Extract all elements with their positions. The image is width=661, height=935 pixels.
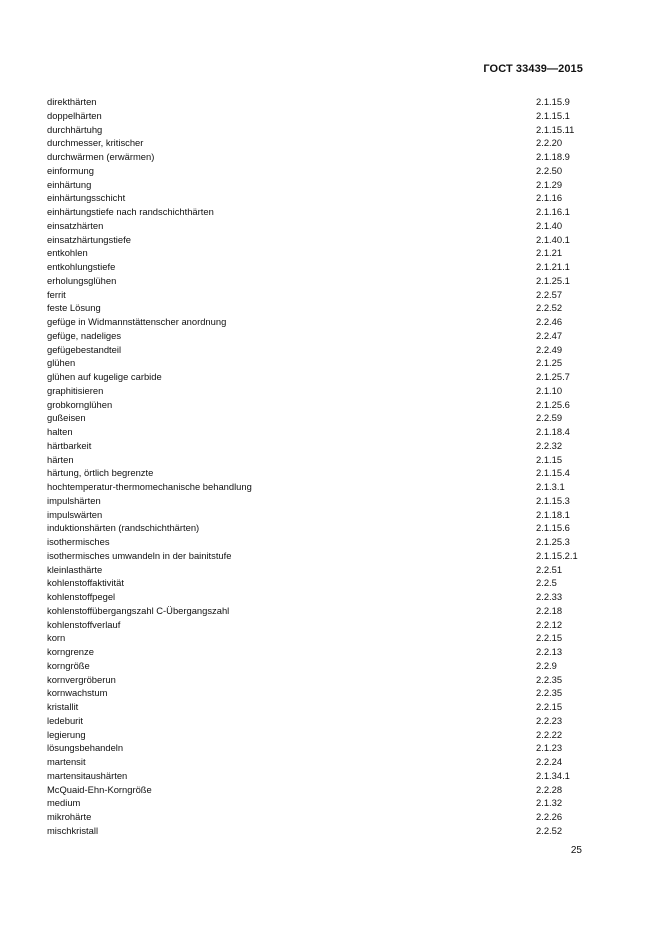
index-entry-row xyxy=(47,576,595,590)
index-term: McQuaid-Ehn-Korngröße xyxy=(47,783,152,795)
index-term: einsatzhärten xyxy=(47,219,104,231)
index-entry-row xyxy=(47,411,595,425)
index-reference: 2.2.35 xyxy=(536,687,563,699)
index-reference: 2.2.52 xyxy=(536,824,563,836)
index-reference: 2.1.21.1 xyxy=(536,261,570,272)
index-term: erholungsglühen xyxy=(47,274,117,286)
index-reference: 2.1.15 xyxy=(536,453,563,465)
index-term: kristallit xyxy=(47,701,79,712)
index-term: kornvergröberun xyxy=(47,673,116,685)
index-entry-row xyxy=(47,315,595,329)
index-term: induktionshärten (randschichthärten) xyxy=(47,522,200,534)
index-entry-row xyxy=(47,741,595,755)
index-term: halten xyxy=(47,426,73,437)
index-entry-row xyxy=(47,191,595,205)
index-term: härtbarkeit xyxy=(47,439,92,451)
index-term: direkthärten xyxy=(47,96,97,107)
index-reference: 2.2.13 xyxy=(536,646,563,657)
index-term: korngrenze xyxy=(47,646,94,657)
index-term: durchhärtuhg xyxy=(47,123,103,135)
index-term: einhärtung xyxy=(47,178,92,190)
index-term: glühen xyxy=(47,357,76,369)
index-reference: 2.2.20 xyxy=(536,137,563,149)
index-term: gefüge in Widmannstättenscher anordnung xyxy=(47,316,227,327)
index-entry-row xyxy=(47,521,595,535)
index-term: ledeburit xyxy=(47,714,83,726)
index-entry-row xyxy=(47,164,595,178)
index-entry-row xyxy=(47,95,595,109)
index-entry-row xyxy=(47,480,595,494)
index-entry-row xyxy=(47,796,595,810)
index-reference: 2.2.12 xyxy=(536,618,563,630)
index-term: grobkornglühen xyxy=(47,398,113,410)
index-reference: 2.1.25.7 xyxy=(536,371,570,382)
index-reference: 2.1.34.1 xyxy=(536,769,570,781)
index-entry-row xyxy=(47,466,595,480)
index-term: hochtemperatur-thermomechanische behandlung xyxy=(47,481,252,492)
index-term: kohlenstoffpegel xyxy=(47,591,116,602)
index-entry-row xyxy=(47,356,595,370)
index-entry-row xyxy=(47,288,595,302)
index-term: kohlenstoffaktivität xyxy=(47,577,124,589)
index-reference: 2.1.40 xyxy=(536,219,563,231)
index-term: einhärtungstiefe nach randschichthärten xyxy=(47,206,214,217)
index-entry-row xyxy=(47,301,595,315)
index-term: entkohlen xyxy=(47,247,88,259)
page-number: 25 xyxy=(570,845,582,856)
index-term: durchwärmen (erwärmen) xyxy=(47,151,155,162)
index-entry-row xyxy=(47,329,595,343)
index-reference: 2.2.49 xyxy=(536,343,563,355)
index-entry-row xyxy=(47,618,595,632)
index-reference: 2.2.32 xyxy=(536,439,563,451)
index-term: feste Lösung xyxy=(47,302,101,314)
index-reference: 2.2.59 xyxy=(536,412,563,424)
index-reference: 2.1.10 xyxy=(536,384,563,396)
index-entry-row xyxy=(47,425,595,439)
index-reference: 2.1.18.4 xyxy=(536,426,570,437)
index-reference: 2.1.18.9 xyxy=(536,151,570,162)
index-entry-row xyxy=(47,494,595,508)
index-entry-row xyxy=(47,150,595,164)
index-entry-row xyxy=(47,260,595,274)
index-entry-row xyxy=(47,590,595,604)
index-entry-row xyxy=(47,700,595,714)
index-entry-row xyxy=(47,439,595,453)
index-reference: 2.1.21 xyxy=(536,247,563,259)
index-term: mischkristall xyxy=(47,824,99,836)
index-entry-row xyxy=(47,343,595,357)
document-code: ГОСТ 33439—2015 xyxy=(483,63,583,75)
index-reference: 2.1.25.1 xyxy=(536,274,570,286)
index-entry-row xyxy=(47,384,595,398)
index-reference: 2.1.15.1 xyxy=(536,109,570,121)
index-entry-row xyxy=(47,233,595,247)
index-entry-row xyxy=(47,824,595,838)
index-reference: 2.2.26 xyxy=(536,811,563,822)
index-term: härten xyxy=(47,453,74,465)
index-entry-row xyxy=(47,659,595,673)
index-reference: 2.2.47 xyxy=(536,329,563,341)
index-entry-row xyxy=(47,274,595,288)
index-reference: 2.2.52 xyxy=(536,302,563,314)
index-reference: 2.1.15.3 xyxy=(536,494,570,506)
index-reference: 2.1.16.1 xyxy=(536,206,570,217)
index-entry-row xyxy=(47,549,595,563)
index-term: härtung, örtlich begrenzte xyxy=(47,467,154,479)
index-reference: 2.2.50 xyxy=(536,164,563,176)
index-term: kornwachstum xyxy=(47,687,108,699)
index-reference: 2.2.22 xyxy=(536,728,563,740)
index-entry-row xyxy=(47,728,595,742)
index-entry-row xyxy=(47,783,595,797)
term-index-list xyxy=(47,95,595,838)
index-reference: 2.2.35 xyxy=(536,673,563,685)
index-reference: 2.1.25.3 xyxy=(536,536,570,547)
index-term: impulshärten xyxy=(47,494,101,506)
index-reference: 2.2.15 xyxy=(536,632,563,644)
index-reference: 2.2.51 xyxy=(536,563,563,575)
index-entry-row xyxy=(47,535,595,549)
index-entry-row xyxy=(47,109,595,123)
index-reference: 2.1.15.4 xyxy=(536,467,570,479)
index-reference: 2.2.57 xyxy=(536,288,563,300)
index-term: korngröße xyxy=(47,659,90,671)
index-entry-row xyxy=(47,673,595,687)
index-reference: 2.2.15 xyxy=(536,701,563,712)
index-term: medium xyxy=(47,797,81,809)
index-term: einsatzhärtungstiefe xyxy=(47,233,131,245)
index-reference: 2.1.25 xyxy=(536,357,563,369)
index-term: kohlenstoffübergangszahl C-Übergangszahl xyxy=(47,604,230,616)
index-reference: 2.2.28 xyxy=(536,783,563,795)
index-reference: 2.1.18.1 xyxy=(536,508,570,520)
index-term: gefüge, nadeliges xyxy=(47,329,122,341)
index-entry-row xyxy=(47,246,595,260)
index-term: graphitisieren xyxy=(47,384,104,396)
index-reference: 2.1.15.6 xyxy=(536,522,570,534)
index-entry-row xyxy=(47,136,595,150)
index-term: isothermisches umwandeln in der bainitstufe xyxy=(47,549,232,561)
index-term: korn xyxy=(47,632,66,644)
index-reference: 2.1.3.1 xyxy=(536,481,565,492)
index-term: doppelhärten xyxy=(47,109,102,121)
index-entry-row xyxy=(47,563,595,577)
index-reference: 2.1.40.1 xyxy=(536,233,570,245)
index-term: entkohlungstiefe xyxy=(47,261,116,272)
index-entry-row xyxy=(47,755,595,769)
index-term: mikrohärte xyxy=(47,811,92,822)
index-reference: 2.2.18 xyxy=(536,604,563,616)
index-reference: 2.1.23 xyxy=(536,742,563,754)
index-entry-row xyxy=(47,645,595,659)
index-term: einformung xyxy=(47,164,94,176)
index-entry-row xyxy=(47,219,595,233)
index-reference: 2.1.15.11 xyxy=(536,123,575,135)
index-term: durchmesser, kritischer xyxy=(47,137,144,149)
index-term: gefügebestandteil xyxy=(47,343,122,355)
index-entry-row xyxy=(47,178,595,192)
index-term: glühen auf kugelige carbide xyxy=(47,371,162,382)
index-reference: 2.1.15.2.1 xyxy=(536,549,578,561)
index-term: legierung xyxy=(47,728,86,740)
index-term: martensit xyxy=(47,756,86,767)
index-term: einhärtungsschicht xyxy=(47,192,126,204)
index-reference: 2.1.16 xyxy=(536,192,563,204)
index-entry-row xyxy=(47,631,595,645)
index-term: ferrit xyxy=(47,288,66,300)
index-reference: 2.1.15.9 xyxy=(536,96,570,107)
index-term: kleinlasthärte xyxy=(47,563,103,575)
index-entry-row xyxy=(47,714,595,728)
index-entry-row xyxy=(47,453,595,467)
index-reference: 2.1.29 xyxy=(536,178,563,190)
index-entry-row xyxy=(47,508,595,522)
index-entry-row xyxy=(47,123,595,137)
index-entry-row xyxy=(47,686,595,700)
index-term: martensitaushärten xyxy=(47,769,128,781)
index-reference: 2.1.25.6 xyxy=(536,398,570,410)
index-reference: 2.2.5 xyxy=(536,577,557,589)
index-entry-row xyxy=(47,370,595,384)
index-term: impulswärten xyxy=(47,508,103,520)
index-reference: 2.2.24 xyxy=(536,756,563,767)
index-term: gußeisen xyxy=(47,412,86,424)
index-entry-row xyxy=(47,604,595,618)
index-reference: 2.2.46 xyxy=(536,316,563,327)
index-reference: 2.1.32 xyxy=(536,797,563,809)
index-reference: 2.2.9 xyxy=(536,659,557,671)
index-term: lösungsbehandeln xyxy=(47,742,124,754)
index-entry-row xyxy=(47,810,595,824)
index-reference: 2.2.23 xyxy=(536,714,563,726)
index-entry-row xyxy=(47,769,595,783)
index-term: kohlenstoffverlauf xyxy=(47,618,121,630)
index-entry-row xyxy=(47,205,595,219)
index-reference: 2.2.33 xyxy=(536,591,563,602)
index-entry-row xyxy=(47,398,595,412)
index-term: isothermisches xyxy=(47,536,110,547)
